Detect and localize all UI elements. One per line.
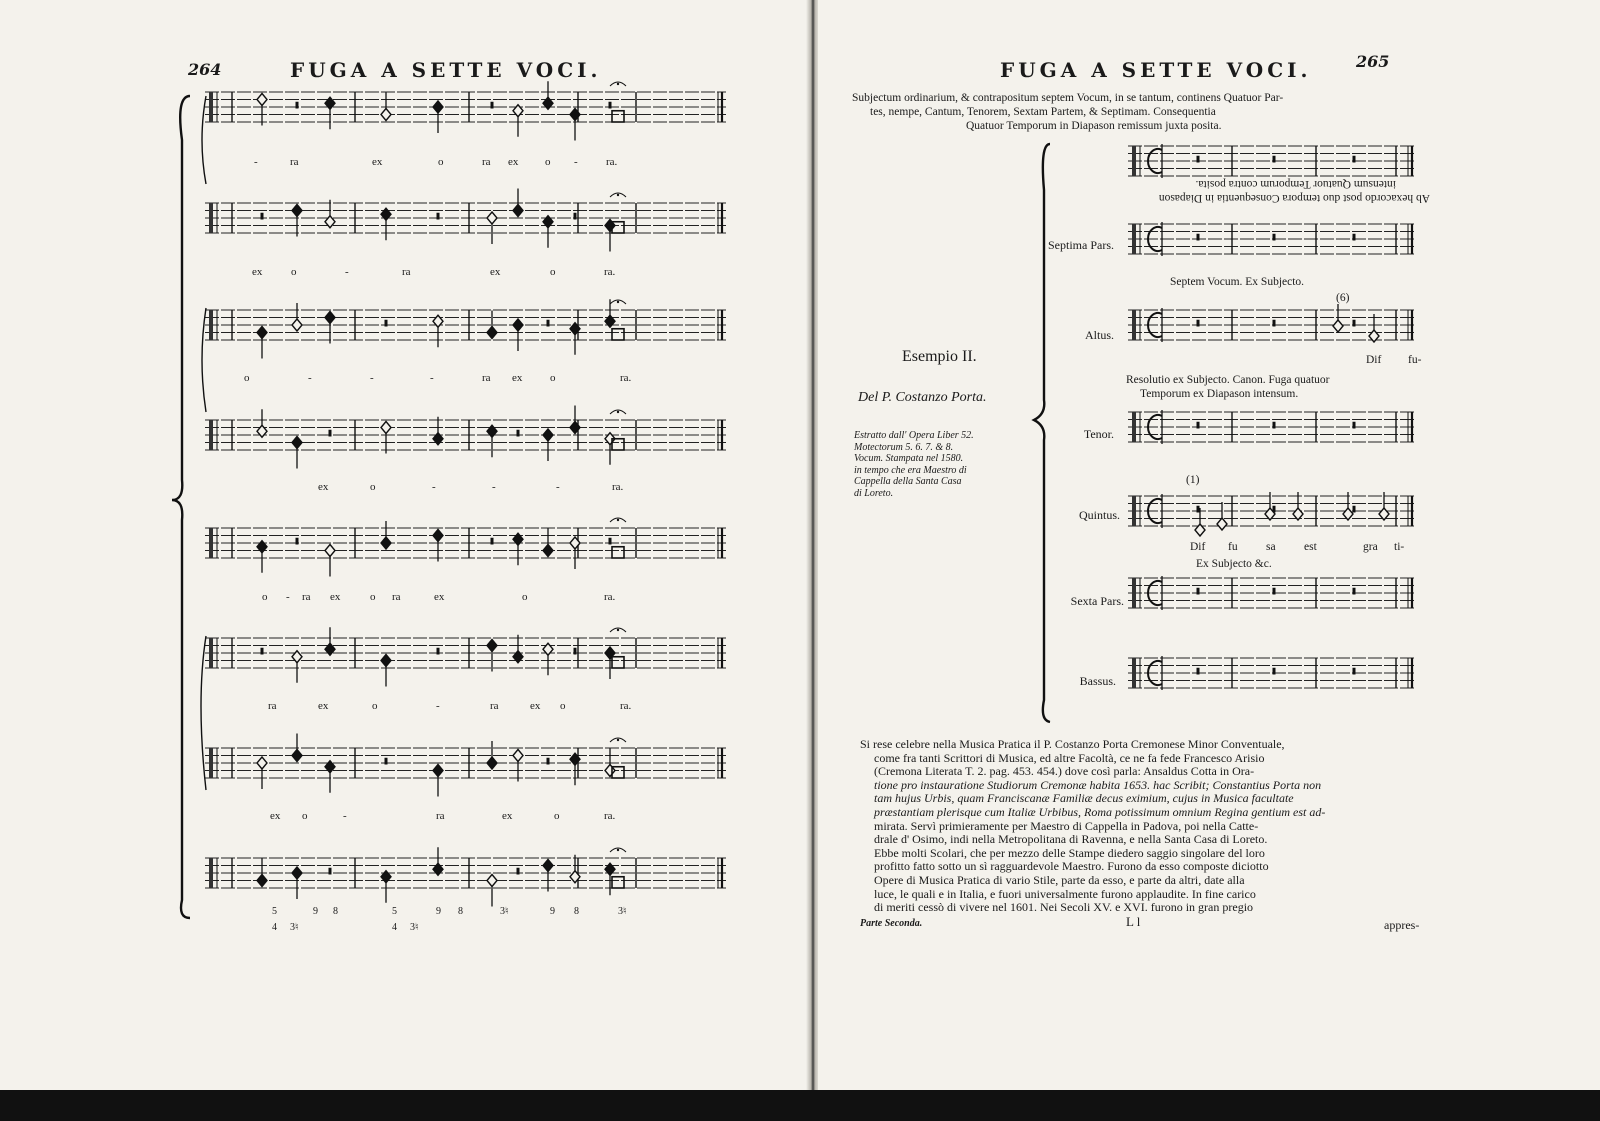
rest-mark — [437, 213, 440, 220]
note-head — [257, 875, 267, 887]
lyric-syllable: ra. — [612, 481, 624, 493]
rest-mark — [1197, 156, 1200, 163]
rest-mark — [1197, 506, 1200, 513]
lyric-syllable: ex — [490, 266, 501, 278]
rest-mark — [1197, 588, 1200, 595]
inverted-line-2: intensum Quatuor Temporum contra posita. — [1195, 178, 1396, 190]
paragraph-line: luce, le quali e in Italia, e fuori universalmente furono applaudite. In fine carico — [874, 886, 1256, 901]
note-head — [292, 437, 302, 449]
lyric-syllable: o — [370, 481, 376, 493]
rest-mark — [517, 430, 520, 437]
rest-mark — [1353, 422, 1356, 429]
note-head — [433, 765, 443, 777]
example-source-line: di Loreto. — [854, 487, 894, 499]
figure-numeral: 5 — [272, 906, 277, 917]
rest-mark — [609, 538, 612, 545]
lyric-syllable: ex — [318, 700, 329, 712]
figure-numeral: 9 — [313, 906, 318, 917]
lyric-syllable: ra — [290, 156, 299, 168]
lyric-syllable: ex — [372, 156, 383, 168]
quintus-lyric-6: ti- — [1394, 541, 1405, 553]
note-head — [487, 757, 497, 769]
lyric-syllable: ex — [434, 591, 445, 603]
clef-mark — [1132, 310, 1136, 340]
clef-mark — [1132, 412, 1136, 442]
clef-mark — [1132, 496, 1136, 526]
note-head — [433, 101, 443, 113]
quintus-lyric-1: Dif — [1190, 541, 1206, 553]
staff-bracket — [201, 636, 206, 790]
note-head — [487, 875, 497, 887]
lyric-syllable: ra — [490, 700, 499, 712]
lyric-syllable: - — [370, 372, 374, 384]
clef-mark — [1132, 578, 1136, 608]
note-head — [433, 530, 443, 542]
example-source-line: Motectorum 5. 6. 7. & 8. — [854, 441, 954, 453]
paragraph-line: Ebbe molti Scolari, che per mezzo delle Stampe diedero saggio singolare del loro — [874, 845, 1265, 860]
note-head — [487, 640, 497, 652]
figure-numeral: 4 — [272, 922, 277, 933]
rest-mark — [491, 102, 494, 109]
rest-mark — [574, 648, 577, 655]
rest-mark — [296, 102, 299, 109]
lyric-syllable: o — [438, 156, 444, 168]
fermata — [617, 194, 619, 196]
lyric-syllable: ex — [512, 372, 523, 384]
note-head — [381, 537, 391, 549]
note-head — [257, 327, 267, 339]
lyric-syllable: ra. — [620, 372, 632, 384]
voice-label-quintus: Quintus. — [1078, 508, 1120, 522]
figure-numeral: 9 — [436, 906, 441, 917]
rest-mark — [1197, 422, 1200, 429]
lyric-syllable: ra — [402, 266, 411, 278]
rest-mark — [1273, 422, 1276, 429]
footer-part: Parte Seconda. — [860, 918, 923, 929]
note-head — [381, 109, 391, 121]
left-page — [0, 0, 808, 1090]
lyric-syllable: - — [556, 481, 560, 493]
lyric-syllable: o — [291, 266, 297, 278]
rest-mark — [1273, 234, 1276, 241]
lyric-syllable: ra — [436, 810, 445, 822]
right-page — [818, 0, 1600, 1090]
rest-mark — [385, 758, 388, 765]
clef-mark — [1132, 224, 1136, 254]
lyric-syllable: - — [254, 156, 258, 168]
paragraph-line: profitto fatto sotto un sì ragguardevole Maestro. Furono da esso composte diciotto — [874, 859, 1269, 874]
rest-mark — [1273, 668, 1276, 675]
note-head — [381, 422, 391, 434]
rest-mark — [491, 538, 494, 545]
note-head — [292, 867, 302, 879]
voice-label-sexta: Sexta Pars. — [1070, 594, 1124, 608]
inverted-line-1: Ab hexacordo post duo tempora Consequentia in Diapason — [1158, 192, 1430, 204]
paragraph-line: præstantiam plerisque cum Italiæ Urbibus, Roma potissimum omnium Regina gentium est ad- — [874, 804, 1326, 819]
quintus-lyric-4: est — [1304, 541, 1317, 553]
rest-mark — [1197, 668, 1200, 675]
example-source-line: Vocum. Stampata nel 1580. — [854, 453, 964, 464]
note-head — [257, 757, 267, 769]
left-score — [0, 0, 808, 960]
score-brace — [1034, 144, 1050, 722]
paragraph-line: drale d' Osimo, indi nella Metropolitana di Ravenna, e nella Santa Casa di Loreto. — [874, 832, 1268, 847]
clef-mark — [1132, 146, 1136, 176]
lyric-syllable: ra — [302, 591, 311, 603]
lyric-syllable: o — [244, 372, 250, 384]
rest-mark — [1353, 506, 1356, 513]
lyric-syllable: ra. — [606, 156, 618, 168]
note-head — [292, 319, 302, 331]
example-author: Del P. Costanzo Porta. — [858, 390, 987, 405]
rest-mark — [1273, 320, 1276, 327]
figure-numeral: 4 — [392, 922, 397, 933]
paragraph-line: Opere di Musica Pratica di vario Stile, parte da esso, e parte da altri, date alla — [874, 872, 1245, 887]
lyric-syllable: - — [345, 266, 349, 278]
lyric-syllable: o — [560, 700, 566, 712]
rest-mark — [1197, 234, 1200, 241]
fermata — [617, 519, 619, 521]
rest-mark — [261, 213, 264, 220]
lyric-syllable: ra — [268, 700, 277, 712]
fermata — [617, 739, 619, 741]
note-head — [543, 860, 553, 872]
lyric-syllable: - — [436, 700, 440, 712]
scan-bottom-band — [0, 1090, 1600, 1121]
score-brace — [172, 96, 190, 918]
lyric-syllable: o — [550, 266, 556, 278]
clef-mark — [209, 92, 213, 122]
lyric-syllable: - — [492, 481, 496, 493]
left-page-number: 264 — [188, 60, 222, 79]
paragraph-line: mirata. Servì primieramente per Maestro di Cappella in Padova, poi nella Catte- — [874, 818, 1259, 833]
lyric-syllable: ra. — [604, 591, 616, 603]
clef-mark — [209, 528, 213, 558]
note-head — [543, 429, 553, 441]
paragraph-line: tam hujus Urbis, quam Franciscanæ Familiæ decus eximium, cujus in Musica facultate — [874, 791, 1294, 806]
note-head — [513, 319, 523, 331]
lyric-syllable: o — [262, 591, 268, 603]
breve-note — [612, 547, 624, 558]
figure-numeral: 9 — [550, 906, 555, 917]
left-page-header: FUGA A SETTE VOCI. — [290, 58, 602, 82]
clef-mark — [209, 203, 213, 233]
note-head — [325, 545, 335, 557]
fermata — [617, 83, 619, 85]
lyric-syllable: o — [554, 810, 560, 822]
paragraph-line: tione pro instauratione Studiorum Cremonæ habita 1653. hac Scribit; Constantius Porta non — [874, 777, 1322, 792]
rest-mark — [547, 320, 550, 327]
marker-1: (1) — [1186, 474, 1200, 486]
rest-mark — [1353, 234, 1356, 241]
clef-mark — [209, 748, 213, 778]
lyric-syllable: ex — [508, 156, 519, 168]
example-source-line: Cappella della Santa Casa — [854, 476, 962, 487]
rest-mark — [609, 102, 612, 109]
lyric-syllable: ex — [318, 481, 329, 493]
note-head — [487, 327, 497, 339]
intro-line-3: Quatuor Temporum in Diapason remissum juxta posita. — [966, 120, 1222, 132]
lyric-syllable: ex — [530, 700, 541, 712]
clef-mark — [209, 420, 213, 450]
right-page-header: FUGA A SETTE VOCI. — [1000, 58, 1312, 82]
paragraph-line: di meriti cessò di vivere nel 1601. Nei Secoli XV. e XVI. furono in gran pregio — [874, 900, 1254, 915]
paragraph-line: (Cremona Literata T. 2. pag. 453. 454.) dove così parla: Ansaldus Cotta in Ora- — [874, 764, 1255, 779]
figure-numeral: 8 — [333, 906, 338, 917]
lyric-syllable: ra. — [604, 266, 616, 278]
figure-numeral: 3♮ — [290, 922, 299, 933]
voice-label-bassus: Bassus. — [1079, 674, 1116, 688]
figure-numeral: 5 — [392, 906, 397, 917]
lyric-syllable: - — [430, 372, 434, 384]
altus-lyric-1: Dif — [1366, 354, 1382, 366]
figure-numeral: 3♮ — [500, 906, 509, 917]
rest-mark — [1273, 588, 1276, 595]
rest-mark — [296, 538, 299, 545]
resolutio-line-1: Resolutio ex Subjecto. Canon. Fuga quatuor — [1126, 374, 1330, 386]
rest-mark — [517, 868, 520, 875]
septem-vocum-text: Septem Vocum. Ex Subjecto. — [1170, 276, 1305, 288]
lyric-syllable: o — [370, 591, 376, 603]
fermata — [617, 849, 619, 851]
voice-label-altus: Altus. — [1084, 328, 1114, 342]
ex-subjecto-text: Ex Subjecto &c. — [1196, 558, 1272, 570]
altus-lyric-2: fu- — [1408, 354, 1422, 366]
signature-mark: L l — [1126, 914, 1141, 929]
note-head — [257, 94, 267, 106]
lyric-syllable: o — [545, 156, 551, 168]
paragraph-line: come fra tanti Scrittori di Musica, ed altre Facoltà, ce ne fa fede Francesco Arisio — [874, 750, 1265, 765]
intro-line-2: tes, nempe, Cantum, Tenorem, Sextam Partem, & Septimam. Consequentia — [870, 106, 1216, 118]
fermata — [617, 301, 619, 303]
rest-mark — [547, 758, 550, 765]
quintus-lyric-3: sa — [1266, 541, 1276, 553]
note-head — [292, 205, 302, 217]
rest-mark — [385, 320, 388, 327]
rest-mark — [1353, 156, 1356, 163]
clef-mark — [209, 858, 213, 888]
lyric-syllable: - — [432, 481, 436, 493]
note-head — [513, 205, 523, 217]
example-title: Esempio II. — [902, 348, 977, 365]
rest-mark — [574, 213, 577, 220]
rest-mark — [1273, 156, 1276, 163]
rest-mark — [1197, 320, 1200, 327]
figure-numeral: 8 — [574, 906, 579, 917]
staff-bracket — [202, 96, 206, 184]
note-head — [292, 750, 302, 762]
lyric-syllable: ra — [482, 156, 491, 168]
lyric-syllable: - — [308, 372, 312, 384]
example-source-line: in tempo che era Maestro di — [854, 464, 967, 476]
figure-numeral: 3♮ — [618, 906, 627, 917]
clef-mark — [1132, 658, 1136, 688]
lyric-syllable: ra — [392, 591, 401, 603]
quintus-lyric-5: gra — [1363, 541, 1378, 553]
note-head — [487, 212, 497, 224]
voice-label-tenor: Tenor. — [1083, 427, 1114, 441]
breve-note — [612, 329, 624, 340]
quintus-lyric-2: fu — [1228, 541, 1238, 553]
lyric-syllable: o — [302, 810, 308, 822]
rest-mark — [437, 648, 440, 655]
figure-numeral: 8 — [458, 906, 463, 917]
lyric-syllable: ex — [502, 810, 513, 822]
lyric-syllable: ra — [482, 372, 491, 384]
lyric-syllable: ex — [252, 266, 263, 278]
note-head — [1333, 320, 1343, 332]
staff-bracket — [202, 308, 206, 412]
lyric-syllable: ex — [270, 810, 281, 822]
figure-numeral: 3♮ — [410, 922, 419, 933]
lyric-syllable: o — [522, 591, 528, 603]
marker-6: (6) — [1336, 292, 1350, 304]
rest-mark — [1353, 668, 1356, 675]
note-head — [381, 655, 391, 667]
rest-mark — [261, 648, 264, 655]
rest-mark — [1353, 320, 1356, 327]
fermata — [617, 411, 619, 413]
lyric-syllable: o — [550, 372, 556, 384]
note-head — [325, 312, 335, 324]
lyric-syllable: ex — [330, 591, 341, 603]
lyric-syllable: ra. — [620, 700, 632, 712]
rest-mark — [329, 868, 332, 875]
paragraph-line: Si rese celebre nella Musica Pratica il P. Costanzo Porta Cremonese Minor Conventuale, — [860, 737, 1285, 751]
fermata — [617, 629, 619, 631]
clef-mark — [209, 310, 213, 340]
rest-mark — [329, 430, 332, 437]
example-source — [854, 430, 974, 499]
intro-line-1: Subjectum ordinarium, & contrapositum septem Vocum, in se tantum, continens Quatuor Par- — [852, 92, 1284, 104]
breve-note — [612, 877, 624, 888]
catchword: appres- — [1384, 918, 1420, 932]
resolutio-line-2: Temporum ex Diapason intensum. — [1140, 388, 1299, 400]
lyric-syllable: - — [343, 810, 347, 822]
lyric-syllable: ra. — [604, 810, 616, 822]
example-source-line: Estratto dall' Opera Liber 52. — [854, 430, 974, 441]
lyric-syllable: - — [286, 591, 290, 603]
rest-mark — [1353, 588, 1356, 595]
clef-mark — [209, 638, 213, 668]
voice-label-septima: Septima Pars. — [1048, 238, 1114, 252]
right-page-number: 265 — [1356, 52, 1390, 71]
lyric-syllable: - — [574, 156, 578, 168]
note-head — [543, 545, 553, 557]
biography-paragraph — [860, 738, 1420, 915]
note-head — [1217, 518, 1227, 530]
note-head — [513, 750, 523, 762]
breve-note — [612, 657, 624, 668]
breve-note — [612, 111, 624, 122]
lyric-syllable: o — [372, 700, 378, 712]
